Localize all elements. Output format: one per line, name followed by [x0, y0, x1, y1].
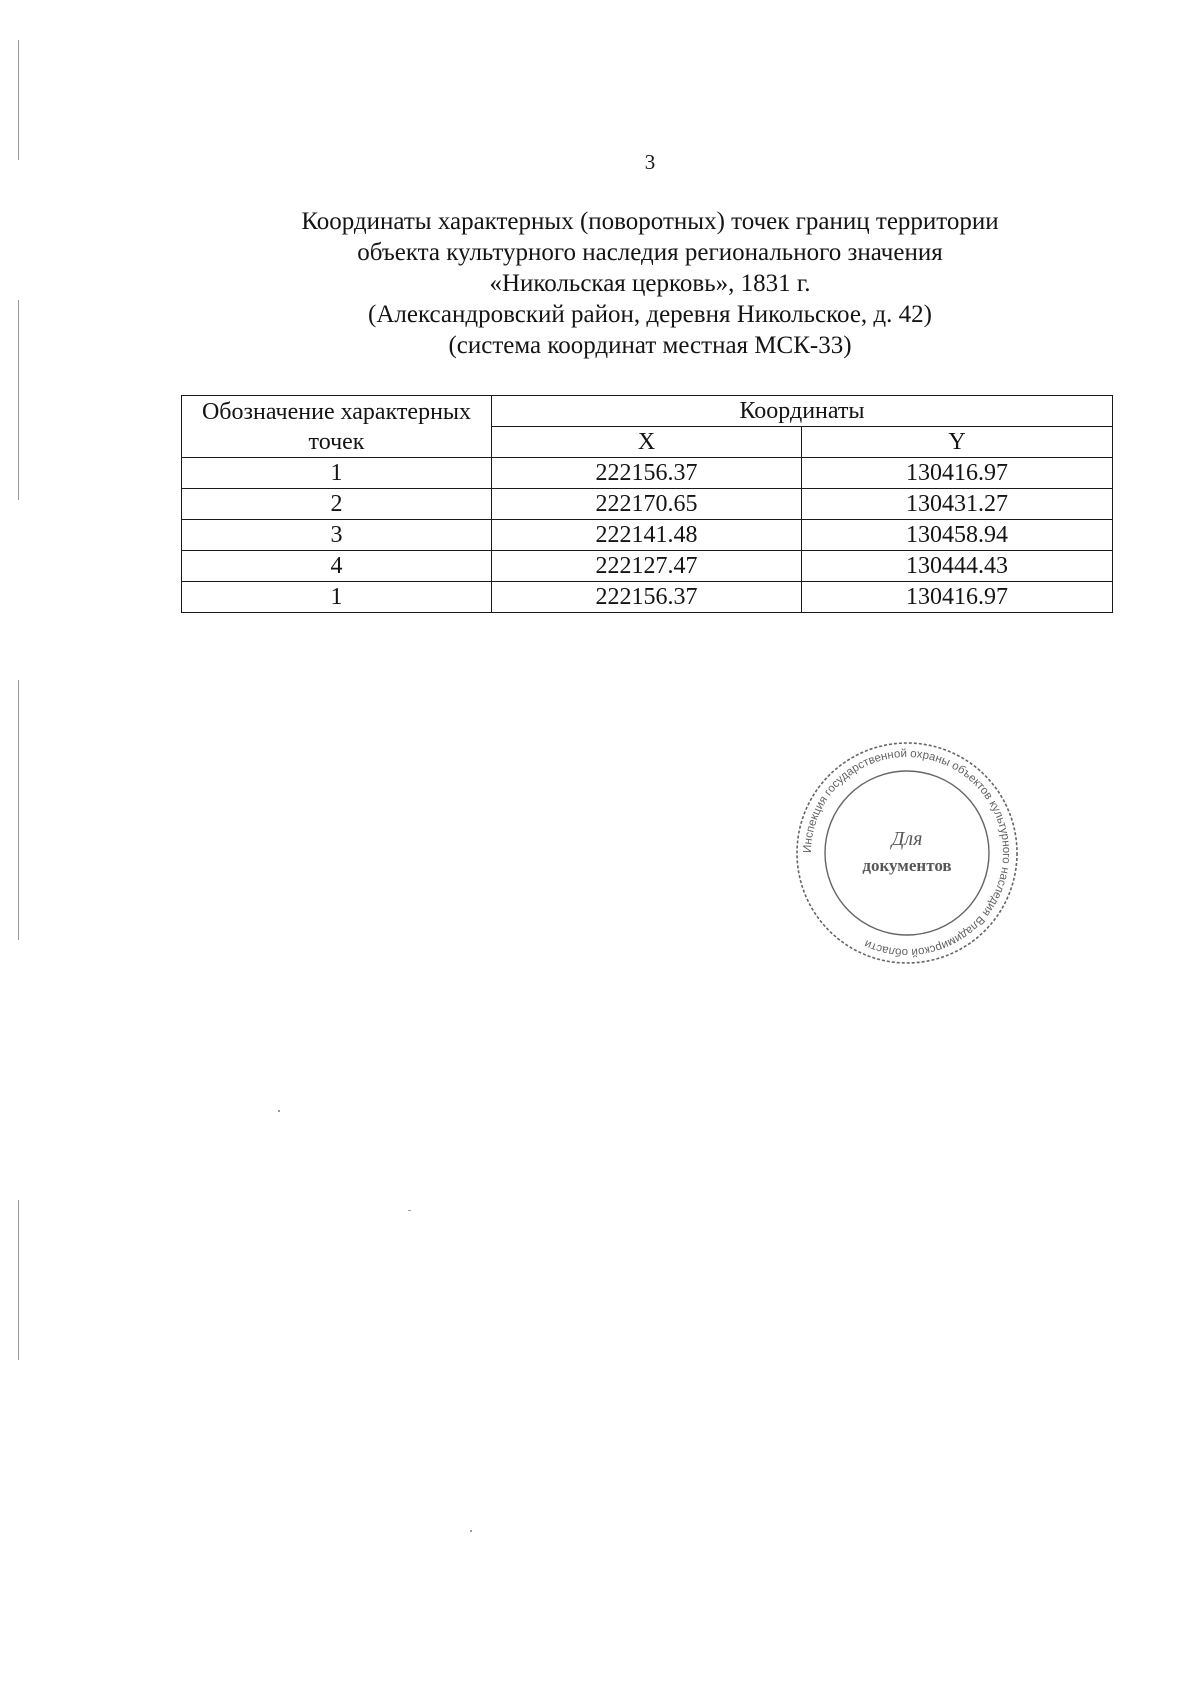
header-point-designation: Обозначение характерных точек [182, 396, 492, 458]
y-cell: 130444.43 [802, 551, 1113, 582]
table-row [182, 551, 1113, 582]
stamp-center-line1: Для [891, 828, 923, 850]
header-x: X [492, 427, 802, 458]
table-row [182, 489, 1113, 520]
scan-speck [408, 1210, 411, 1211]
scan-speck [278, 1110, 280, 1112]
y-cell: 130431.27 [802, 489, 1113, 520]
point-cell: 4 [182, 551, 492, 582]
official-stamp [792, 738, 1022, 968]
coordinates-table [181, 395, 1113, 613]
point-cell: 3 [182, 520, 492, 551]
scan-speck [470, 1530, 472, 1532]
scan-edge-mark [18, 1200, 19, 1360]
table-row [182, 520, 1113, 551]
scan-edge-mark [18, 300, 19, 500]
title-line: Координаты характерных (поворотных) точек границ территории [301, 208, 999, 235]
title-line: (Александровский район, деревня Никольское, д. 42) [368, 301, 932, 328]
y-cell: 130416.97 [802, 458, 1113, 489]
stamp-ring-text [802, 748, 1012, 958]
y-cell: 130458.94 [802, 520, 1113, 551]
title-line: объекта культурного наследия регионального значения [357, 239, 943, 266]
table-row [182, 458, 1113, 489]
page-number: 3 [644, 150, 656, 174]
point-cell: 1 [182, 458, 492, 489]
stamp-outer-ring [797, 743, 1017, 963]
x-cell: 222156.37 [492, 458, 802, 489]
point-cell: 1 [182, 582, 492, 613]
x-cell: 222156.37 [492, 582, 802, 613]
document-title [0, 206, 1200, 361]
stamp-center-line2: документов [862, 856, 952, 875]
point-cell: 2 [182, 489, 492, 520]
stamp-inner-ring [825, 771, 989, 935]
y-cell: 130416.97 [802, 582, 1113, 613]
stamp-ring-textpath: Инспекция государственной охраны объектов культурного наследия Владимирской области [801, 747, 1013, 959]
title-line: (система координат местная МСК-33) [448, 332, 852, 359]
scan-edge-mark [18, 680, 19, 940]
table-row [182, 582, 1113, 613]
x-cell: 222141.48 [492, 520, 802, 551]
header-y: Y [802, 427, 1113, 458]
x-cell: 222170.65 [492, 489, 802, 520]
x-cell: 222127.47 [492, 551, 802, 582]
scan-edge-mark [18, 40, 19, 160]
header-coordinates: Координаты [492, 396, 1113, 427]
title-line: «Никольская церковь», 1831 г. [489, 270, 811, 297]
